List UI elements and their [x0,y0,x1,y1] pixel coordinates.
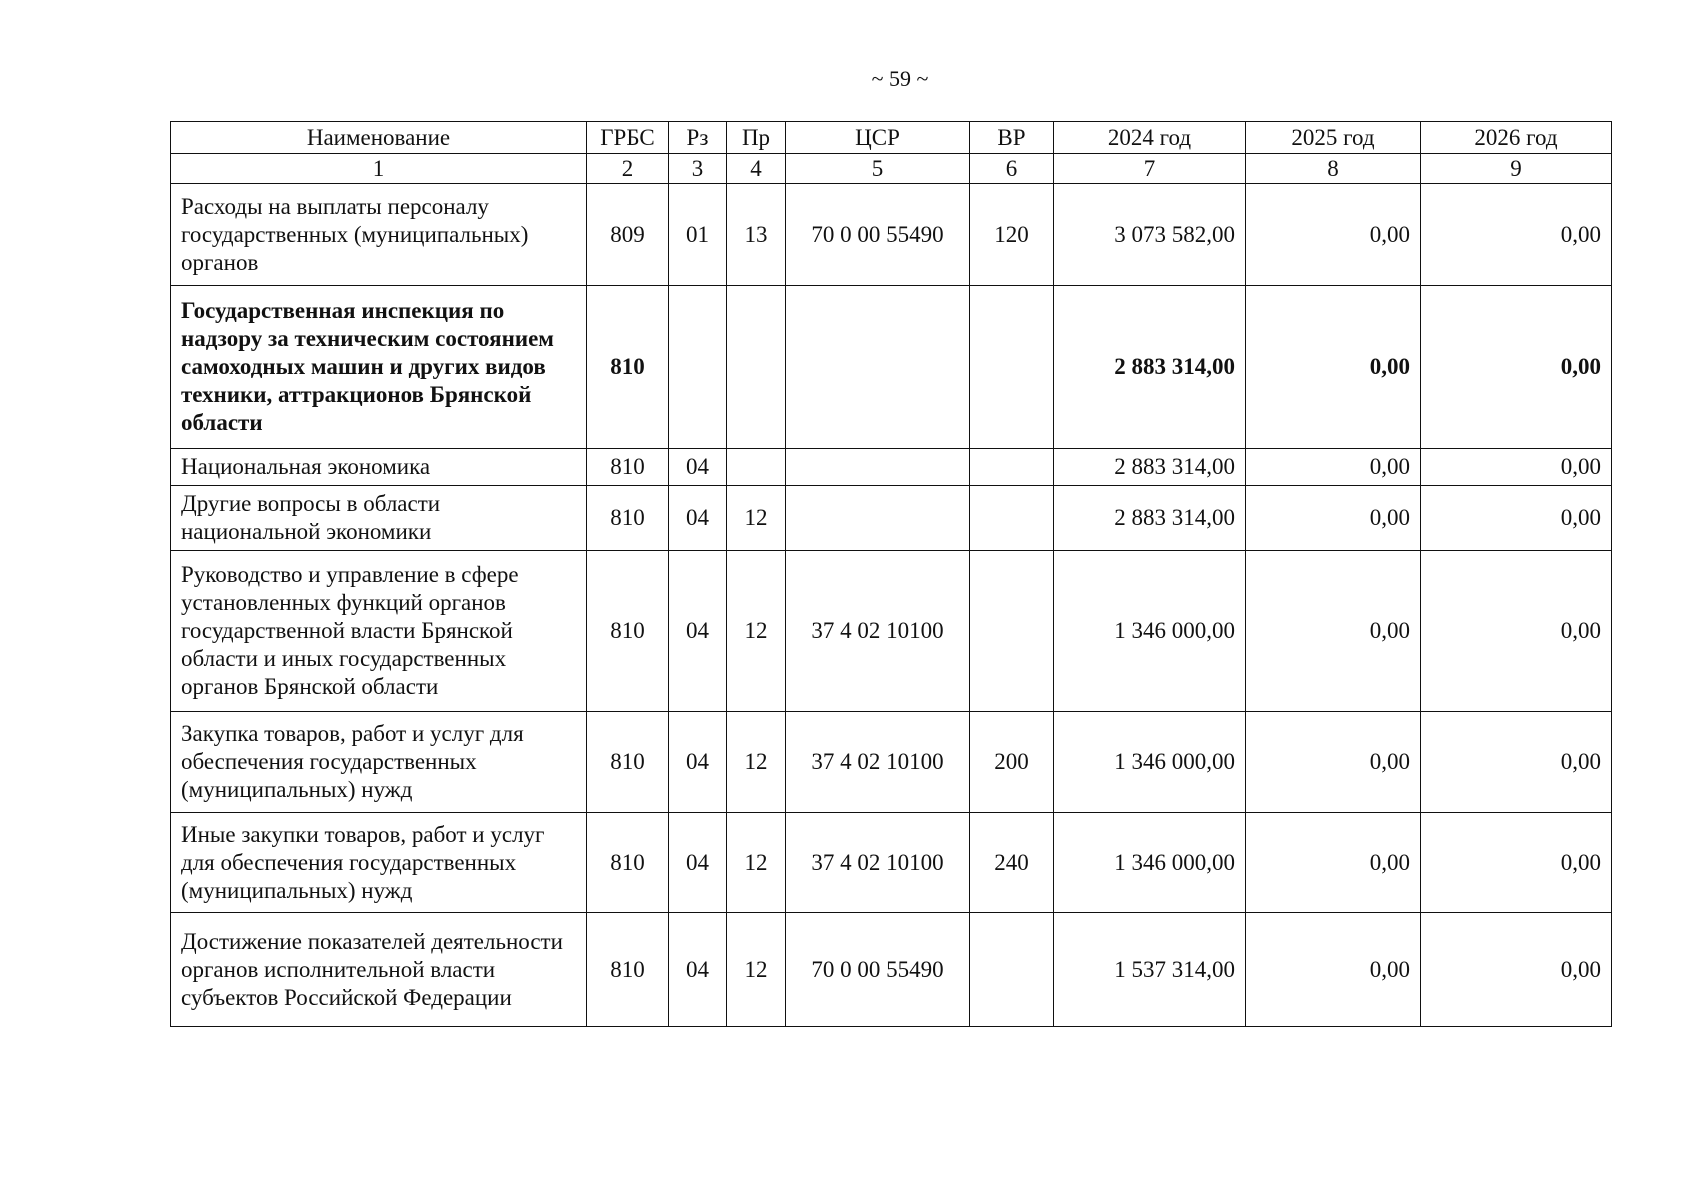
header-name: Наименование [171,122,587,154]
cell-csr: 70 0 00 55490 [786,913,970,1027]
cell-2024: 1 537 314,00 [1054,913,1246,1027]
cell-grbs: 810 [587,486,669,551]
cell-csr [786,449,970,486]
cell-2024: 3 073 582,00 [1054,184,1246,286]
cell-vr: 240 [970,813,1054,913]
cell-name: Государственная инспекция по надзору за техническим состоянием самоходных машин и других видов техники, аттракционов Брянской области [171,286,587,449]
cell-vr [970,449,1054,486]
table-row [171,551,1612,712]
cell-grbs: 810 [587,449,669,486]
cell-name: Иные закупки товаров, работ и услуг для обеспечения государственных (муниципальных) нужд [171,813,587,913]
table-row [171,813,1612,913]
cell-2025: 0,00 [1246,286,1421,449]
cell-rz: 04 [669,486,727,551]
cell-2026: 0,00 [1421,712,1612,813]
column-number: 1 [171,154,587,184]
cell-pr: 12 [727,813,786,913]
cell-2026: 0,00 [1421,813,1612,913]
column-number: 2 [587,154,669,184]
cell-csr: 37 4 02 10100 [786,813,970,913]
cell-grbs: 810 [587,913,669,1027]
cell-vr [970,551,1054,712]
cell-grbs: 810 [587,712,669,813]
cell-pr [727,449,786,486]
cell-csr [786,486,970,551]
column-number: 7 [1054,154,1246,184]
cell-name: Достижение показателей деятельности органов исполнительной власти субъектов Российской Федерации [171,913,587,1027]
cell-vr [970,286,1054,449]
header-2024: 2024 год [1054,122,1246,154]
cell-2025: 0,00 [1246,712,1421,813]
header-grbs: ГРБС [587,122,669,154]
cell-csr: 70 0 00 55490 [786,184,970,286]
header-pr: Пр [727,122,786,154]
cell-2025: 0,00 [1246,449,1421,486]
cell-vr [970,486,1054,551]
cell-2025: 0,00 [1246,184,1421,286]
cell-2026: 0,00 [1421,449,1612,486]
cell-csr [786,286,970,449]
cell-rz: 01 [669,184,727,286]
cell-2024: 1 346 000,00 [1054,551,1246,712]
header-rz: Рз [669,122,727,154]
table-row [171,449,1612,486]
cell-csr: 37 4 02 10100 [786,712,970,813]
cell-csr: 37 4 02 10100 [786,551,970,712]
cell-grbs: 810 [587,551,669,712]
cell-name: Расходы на выплаты персоналу государственных (муниципальных) органов [171,184,587,286]
table-row [171,712,1612,813]
cell-rz [669,286,727,449]
table-row [171,486,1612,551]
header-2026: 2026 год [1421,122,1612,154]
cell-name: Закупка товаров, работ и услуг для обеспечения государственных (муниципальных) нужд [171,712,587,813]
table-header [171,122,1612,184]
cell-rz: 04 [669,449,727,486]
cell-2026: 0,00 [1421,551,1612,712]
cell-rz: 04 [669,813,727,913]
cell-pr: 12 [727,913,786,1027]
cell-vr [970,913,1054,1027]
cell-vr: 200 [970,712,1054,813]
cell-2025: 0,00 [1246,486,1421,551]
column-number: 5 [786,154,970,184]
cell-pr: 12 [727,712,786,813]
page-number: ~ 59 ~ [871,66,929,91]
budget-table [170,121,1612,1027]
cell-2024: 2 883 314,00 [1054,449,1246,486]
cell-2024: 2 883 314,00 [1054,486,1246,551]
header-row [171,122,1612,154]
cell-pr: 12 [727,551,786,712]
column-number: 8 [1246,154,1421,184]
cell-2024: 1 346 000,00 [1054,813,1246,913]
cell-grbs: 810 [587,813,669,913]
table-row [171,913,1612,1027]
cell-2026: 0,00 [1421,913,1612,1027]
cell-2025: 0,00 [1246,551,1421,712]
cell-name: Другие вопросы в области национальной экономики [171,486,587,551]
cell-2026: 0,00 [1421,184,1612,286]
cell-name: Руководство и управление в сфере установленных функций органов государственной власти Брянской области и иных государственных органов Брянской области [171,551,587,712]
column-number: 9 [1421,154,1612,184]
header-2025: 2025 год [1246,122,1421,154]
header-csr: ЦСР [786,122,970,154]
cell-2024: 1 346 000,00 [1054,712,1246,813]
cell-pr: 13 [727,184,786,286]
cell-grbs: 810 [587,286,669,449]
cell-rz: 04 [669,712,727,813]
header-vr: ВР [970,122,1054,154]
cell-2025: 0,00 [1246,813,1421,913]
table-body [171,184,1612,1027]
cell-vr: 120 [970,184,1054,286]
cell-2025: 0,00 [1246,913,1421,1027]
cell-rz: 04 [669,551,727,712]
cell-2026: 0,00 [1421,486,1612,551]
cell-grbs: 809 [587,184,669,286]
column-number: 6 [970,154,1054,184]
column-number: 3 [669,154,727,184]
cell-2024: 2 883 314,00 [1054,286,1246,449]
cell-pr [727,286,786,449]
cell-pr: 12 [727,486,786,551]
table-row [171,184,1612,286]
column-number: 4 [727,154,786,184]
cell-2026: 0,00 [1421,286,1612,449]
cell-rz: 04 [669,913,727,1027]
column-number-row [171,154,1612,184]
cell-name: Национальная экономика [171,449,587,486]
table-row-section [171,286,1612,449]
